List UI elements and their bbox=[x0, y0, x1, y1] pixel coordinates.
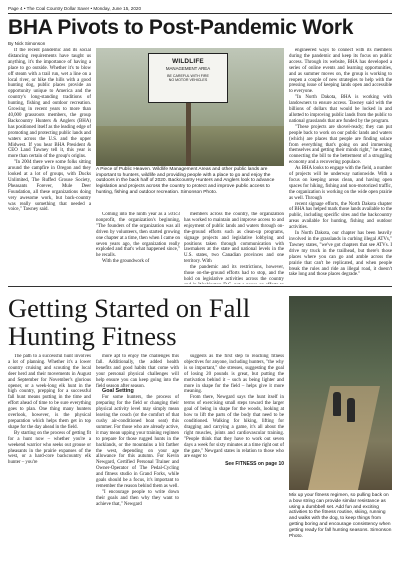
paragraph: more apt to enjoy the challenges this fall. Additionally, the added health benefits and good habits that come with your personal physical challenges will help ensure you can keep going into the field season after season. bbox=[96, 354, 179, 389]
sign-line: WILDLIFE bbox=[172, 58, 204, 65]
paragraph: In North Dakota, our chapter has been heavily involved in the grasslands in curbing illegal ATVs," Tawney states, "we've got chapters that see ATVs. I drive my truck in the trailhead, but there's those places where you can go and amble across the prairie that can't be replicated, and when people break the rules and ride an illegal road, it doesn't take long and those places degrade." bbox=[289, 231, 392, 278]
paragraph: recent signage efforts, the North Dakota chapter of BHA has helped mark those lands available to the public, including specific sites and the backcountry areas available for hunting, fishing and outdoor activities. bbox=[289, 201, 392, 231]
story1-column-3 bbox=[184, 212, 284, 284]
section-divider bbox=[8, 286, 392, 287]
photo-caption: A Piece of Public Heaven. Wildlife Management Areas and other public lands are important to hunters, wildlife and providing people with a place to go and enjoy the outdoors in the back half of 2020. Backcountry Hunters and Anglers look to advance legislation and projects across the country to protect and improve public access to hunting, fishing and outdoor recreation. Simonson Photo. bbox=[96, 167, 275, 195]
sign-line: MANAGEMENT AREA bbox=[165, 66, 211, 71]
photo-walker bbox=[347, 398, 355, 422]
photo-wildlife-sign bbox=[96, 48, 284, 166]
sign-line: BE CAREFUL WITH FIRE bbox=[167, 74, 209, 78]
paragraph: suggests as the first step to reaching fitness objectives for anyone, including hunters, "the why is so important," she stresses, suggesting the goal of losing 20 pounds is great, but putting the motivation behind it – such as being lighter and more in shape for the field – helps give it more meaning. bbox=[184, 354, 284, 395]
paragraph: the pandemic and its restrictions, however, those on-the-ground efforts had to stop, and the hold on legislative activities across the country bbox=[184, 265, 284, 282]
sign-post bbox=[186, 96, 191, 166]
sign-line: NO MOTOR VEHICLES bbox=[168, 78, 208, 82]
headline-fall-hunting-fitness: Getting Started on Fall Hunting Fitness bbox=[8, 293, 251, 351]
wildlife-sign bbox=[148, 53, 228, 103]
story2-column-3 bbox=[184, 354, 284, 563]
subhead-goal-setting: Goal Setting bbox=[102, 388, 134, 395]
story1-column-4 bbox=[289, 48, 392, 283]
paragraph: "These projects are shovel-ready; they can put people back to work on our public lands and waters (which) are places that people are finding solace from everything that's going on and immersing themselves and getting their minds right," he stated, connecting the bill to the betterment of a struggling economy and a recovering populace. bbox=[289, 124, 392, 166]
paragraph: "In 2004 there were some folks sitting around the campfire in Oregon and they looked at a lot of groups, with Ducks Unlimited, The Ruffed Grouse Society, Pheasants Forever, Mule Deer Foundation, all these organizations doing very awesome work, but back-country was really something that needed a voice," Tawney said. bbox=[8, 160, 91, 213]
newspaper-page bbox=[8, 4, 392, 563]
paragraph: With the groundwork of bbox=[102, 259, 150, 265]
paragraph: Coming into the ninth year as a 501c3 nonprofit, the organization's beginning, "The founders of the organization was all driven by volunteers, then started growing one chapter at a time, then when I came on seven years ago, the organization really exploded and that's what happened since," he recalls. bbox=[96, 212, 180, 259]
see-more-jump[interactable]: See FITNESS on page 10 bbox=[225, 461, 284, 468]
paragraph: members across the country, the organization has worked to maintain and improve access to and enjoyment of public lands and waters through on-the-ground efforts such as clean-up programs, signage projects and legislative lobbying and positions taken through communication with lawmakers at the state and national levels in the U.S. states, two Canadian provinces and one territory. With bbox=[184, 212, 284, 265]
story1-column-2 bbox=[96, 212, 180, 284]
paragraph: If the recent pandemic and its social distancing requirements have taught us anything, it's the importance of having a place to go outside. Whether it's to blow off steam with a trail run, wet a line on a local river, or hike the hills with a good hunting dog, public places provide an opportunity unique to America and the country's long-standing traditions of hunting, fishing and outdoor recreation. Growing in recent years to more than 40,000 grassroots members, the group Backcountry Hunters & Anglers (BHA) has positioned itself as the leading edge of promoting and protecting public lands and waters across the U.S. and the upper Midwest. If you hear BHA President & CEO Land Tawney tell it, this year is more than certain of the group's origins. bbox=[8, 48, 91, 160]
story1-column-1 bbox=[8, 48, 91, 283]
masthead: Page 4 • The Coal Country Dollar Saver • Monday, June 15, 2020 bbox=[8, 4, 392, 14]
paragraph: For some hunters, the process of preparing for the field or changing their physical activity level may simply mean leaving the couch (or the comfort of that cushy air-conditioned boat seat) this summer. For those who are already active, it may mean upping your training regimen to prepare for those rugged hunts in the backlands, or the mountains a bit farther the west, depending on your age allowance for this autumn. For Kevin Newgard, Certified Personal Trainer and Owner-Operator of The Pedal-Cycling and fitness studio in Grand Forks, while goals should be a focus, it's important to remember the reason behind them as well. bbox=[96, 395, 179, 489]
photo-caption: Mix up your fitness regimen, so pulling back on a bow string can provide similar resistance as using a dumbbell set. Add fun and exciting activities to the fitness routine, skiing, running and walks with the dog, to keep things from getting boring and encourage consistency when getting ready for fall hunting seasons. Simonson Photo. bbox=[289, 493, 392, 539]
paragraph: From there, Newgard says the hunt itself in terms of exercising small steps toward the larger goal of being in shape for the woods, looking at how to lift the parts of the body that need to be conditioned. Walking for hiking, lifting for dragging and carrying a game, it's all about the right muscles, joints and cardiovascular training. "People think that they have to work out seven days a week for sixty minutes at a time right out of the gate," Newgard states in relation to those who are eager to bbox=[184, 395, 284, 460]
paragraph: The path to a successful hunt involves a lot of planning. Whether it's a lower country cruising and scouting the local deer herd and their movements in August and September for November's glorious opener, or a week-long elk hunt in the high country, prepping for a successful fall hunt means putting in the time and effort ahead of time to be sure everything goes to plan. One thing many hunters overlook, however, is the physical preparation which helps them get in top shape for the day ahead in the field. bbox=[8, 354, 91, 430]
photo-trail bbox=[308, 386, 380, 490]
story2-column-2 bbox=[96, 354, 179, 563]
headline-bha-pivots: BHA Pivots to Post-Pandemic Work bbox=[8, 16, 354, 39]
paragraph: engineered ways to connect with its members during the pandemic and keep its focus on public access. Through its website, BHA has developed a series of online events and learning opportunities, and as summer moves on, the group is working to reopen a couple of new strategies to help with the pressing issue of keeping lands open and accessible to everyone. bbox=[289, 48, 392, 95]
photo-hikers-trail bbox=[289, 296, 392, 490]
byline: By Nick Simonson bbox=[8, 41, 46, 46]
paragraph: "In North Dakota, BHA is working with landowners to ensure access. Tawney said with the billions of dollars that would be locked in and allotted to improving public lands from the public to national grasslands that are funded by the program. bbox=[289, 95, 392, 124]
paragraph: As BHA looks to engage with the field, a number of projects will be underway nationwide. With a focus on keeping areas clean, and having open spaces for hiking, fishing and non-motorized traffic, the organization is working on the wide open prairie as well. Through bbox=[289, 166, 392, 201]
story2-column-1 bbox=[8, 354, 91, 563]
paragraph: By starting on the process of getting fit for a hunt now – whether you're a weekend warrior who seeks out grouse or pheasants in the prairie expanses of the west, or a hard-core backcountry elk hunter – you're bbox=[8, 430, 91, 466]
photo-walker bbox=[333, 392, 341, 416]
paragraph: "I encourage people to write down their goals and then why they want to achieve that," Newgard bbox=[96, 489, 179, 507]
